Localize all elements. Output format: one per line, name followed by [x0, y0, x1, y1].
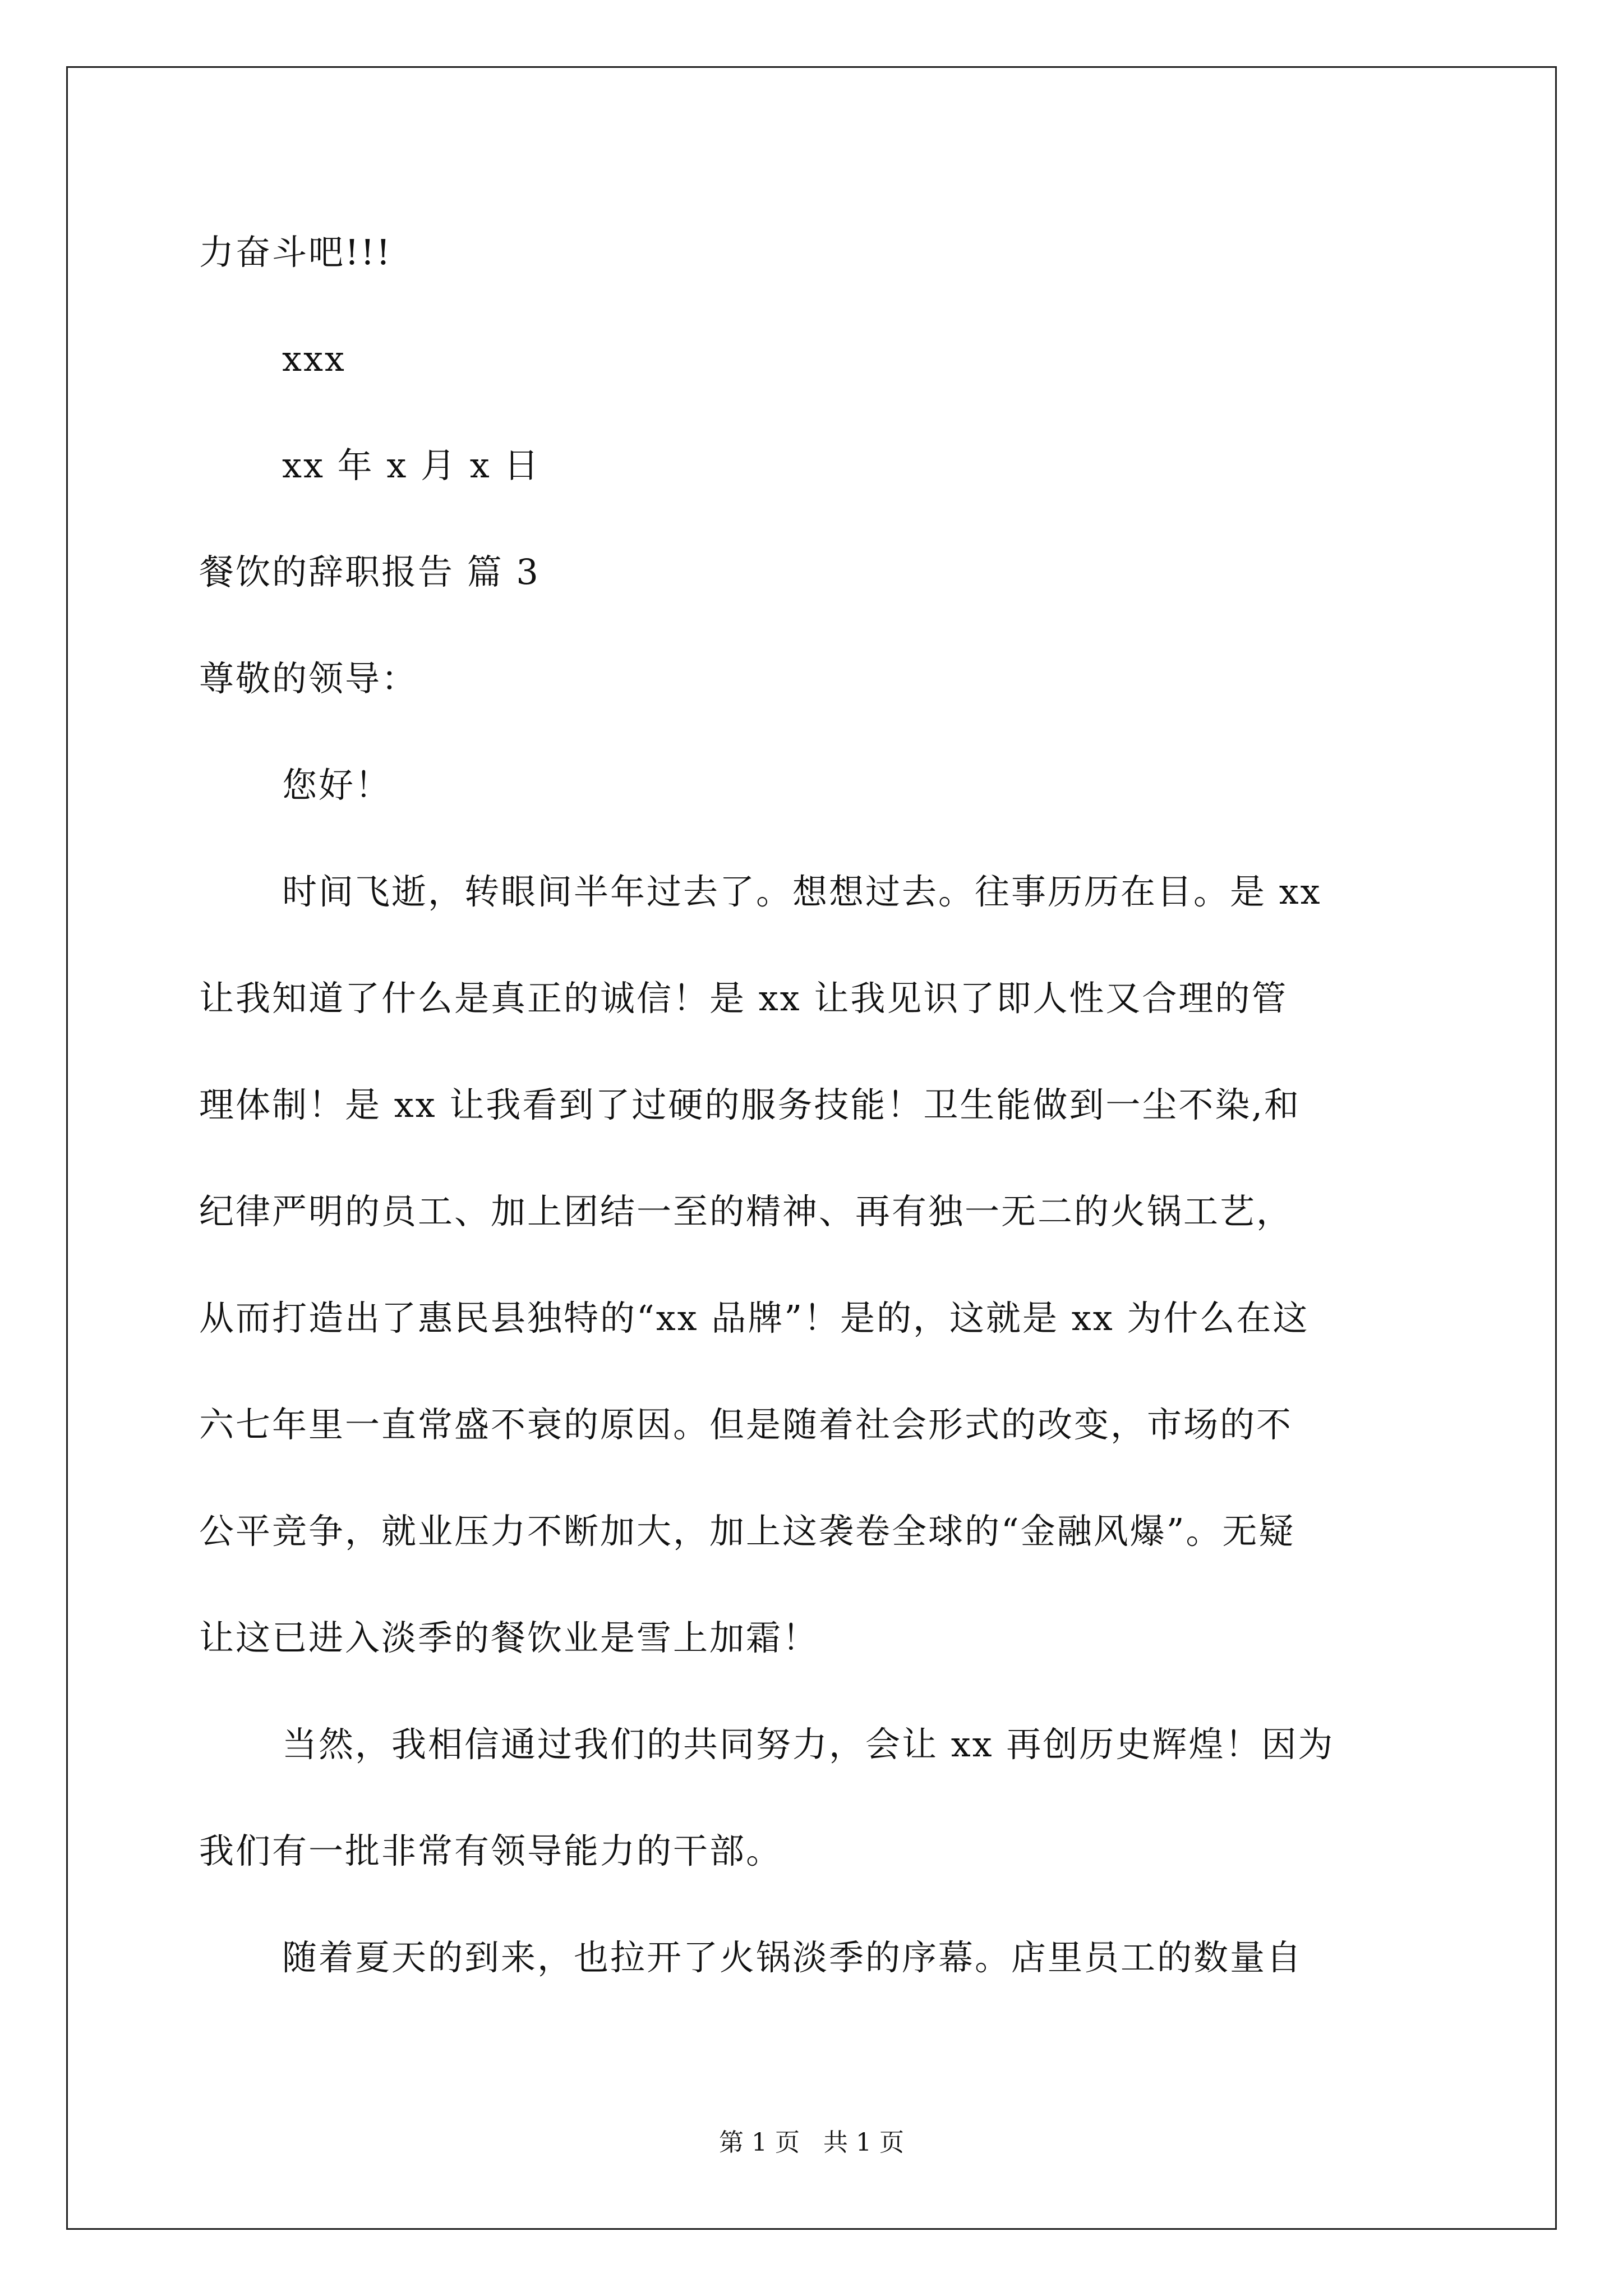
page-border	[66, 66, 1557, 2230]
paragraph-2-line-2: 我们有一批非常有领导能力的干部。	[199, 1830, 783, 1871]
paragraph-1-line-3: 理体制！是 xx 让我看到了过硬的服务技能！卫生能做到一尘不染,和	[199, 1084, 1301, 1125]
page-number-footer: 第 1 页 共 1 页	[719, 2128, 904, 2157]
salutation: 尊敬的领导：	[199, 658, 418, 699]
paragraph-3-line-1: 随着夏天的到来，也拉开了火锅淡季的序幕。店里员工的数量自	[282, 1937, 1303, 1978]
signature-name: xxx	[282, 338, 346, 379]
text-line-1: 力奋斗吧!!!	[199, 232, 392, 273]
greeting: 您好！	[282, 765, 392, 806]
paragraph-2-line-1: 当然，我相信通过我们的共同努力，会让 xx 再创历史辉煌！因为	[282, 1724, 1335, 1765]
paragraph-1-line-2: 让我知道了什么是真正的诚信！是 xx 让我见识了即人性又合理的管	[199, 978, 1288, 1019]
paragraph-1-line-5: 从而打造出了惠民县独特的“xx 品牌”！是的，这就是 xx 为什么在这	[199, 1297, 1310, 1338]
section-title: 餐饮的辞职报告 篇 3	[199, 551, 540, 592]
paragraph-1-line-4: 纪律严明的员工、加上团结一至的精神、再有独一无二的火锅工艺，	[199, 1191, 1293, 1232]
signature-date: xx 年 x 月 x 日	[282, 445, 541, 486]
paragraph-1-line-8: 让这已进入淡季的餐饮业是雪上加霜！	[199, 1617, 819, 1658]
paragraph-1-line-1: 时间飞逝，转眼间半年过去了。想想过去。往事历历在目。是 xx	[282, 871, 1322, 912]
paragraph-1-line-7: 公平竞争，就业压力不断加大，加上这袭卷全球的“金融风爆”。无疑	[199, 1511, 1295, 1552]
paragraph-1-line-6: 六七年里一直常盛不衰的原因。但是随着社会形式的改变，市场的不	[199, 1404, 1293, 1445]
